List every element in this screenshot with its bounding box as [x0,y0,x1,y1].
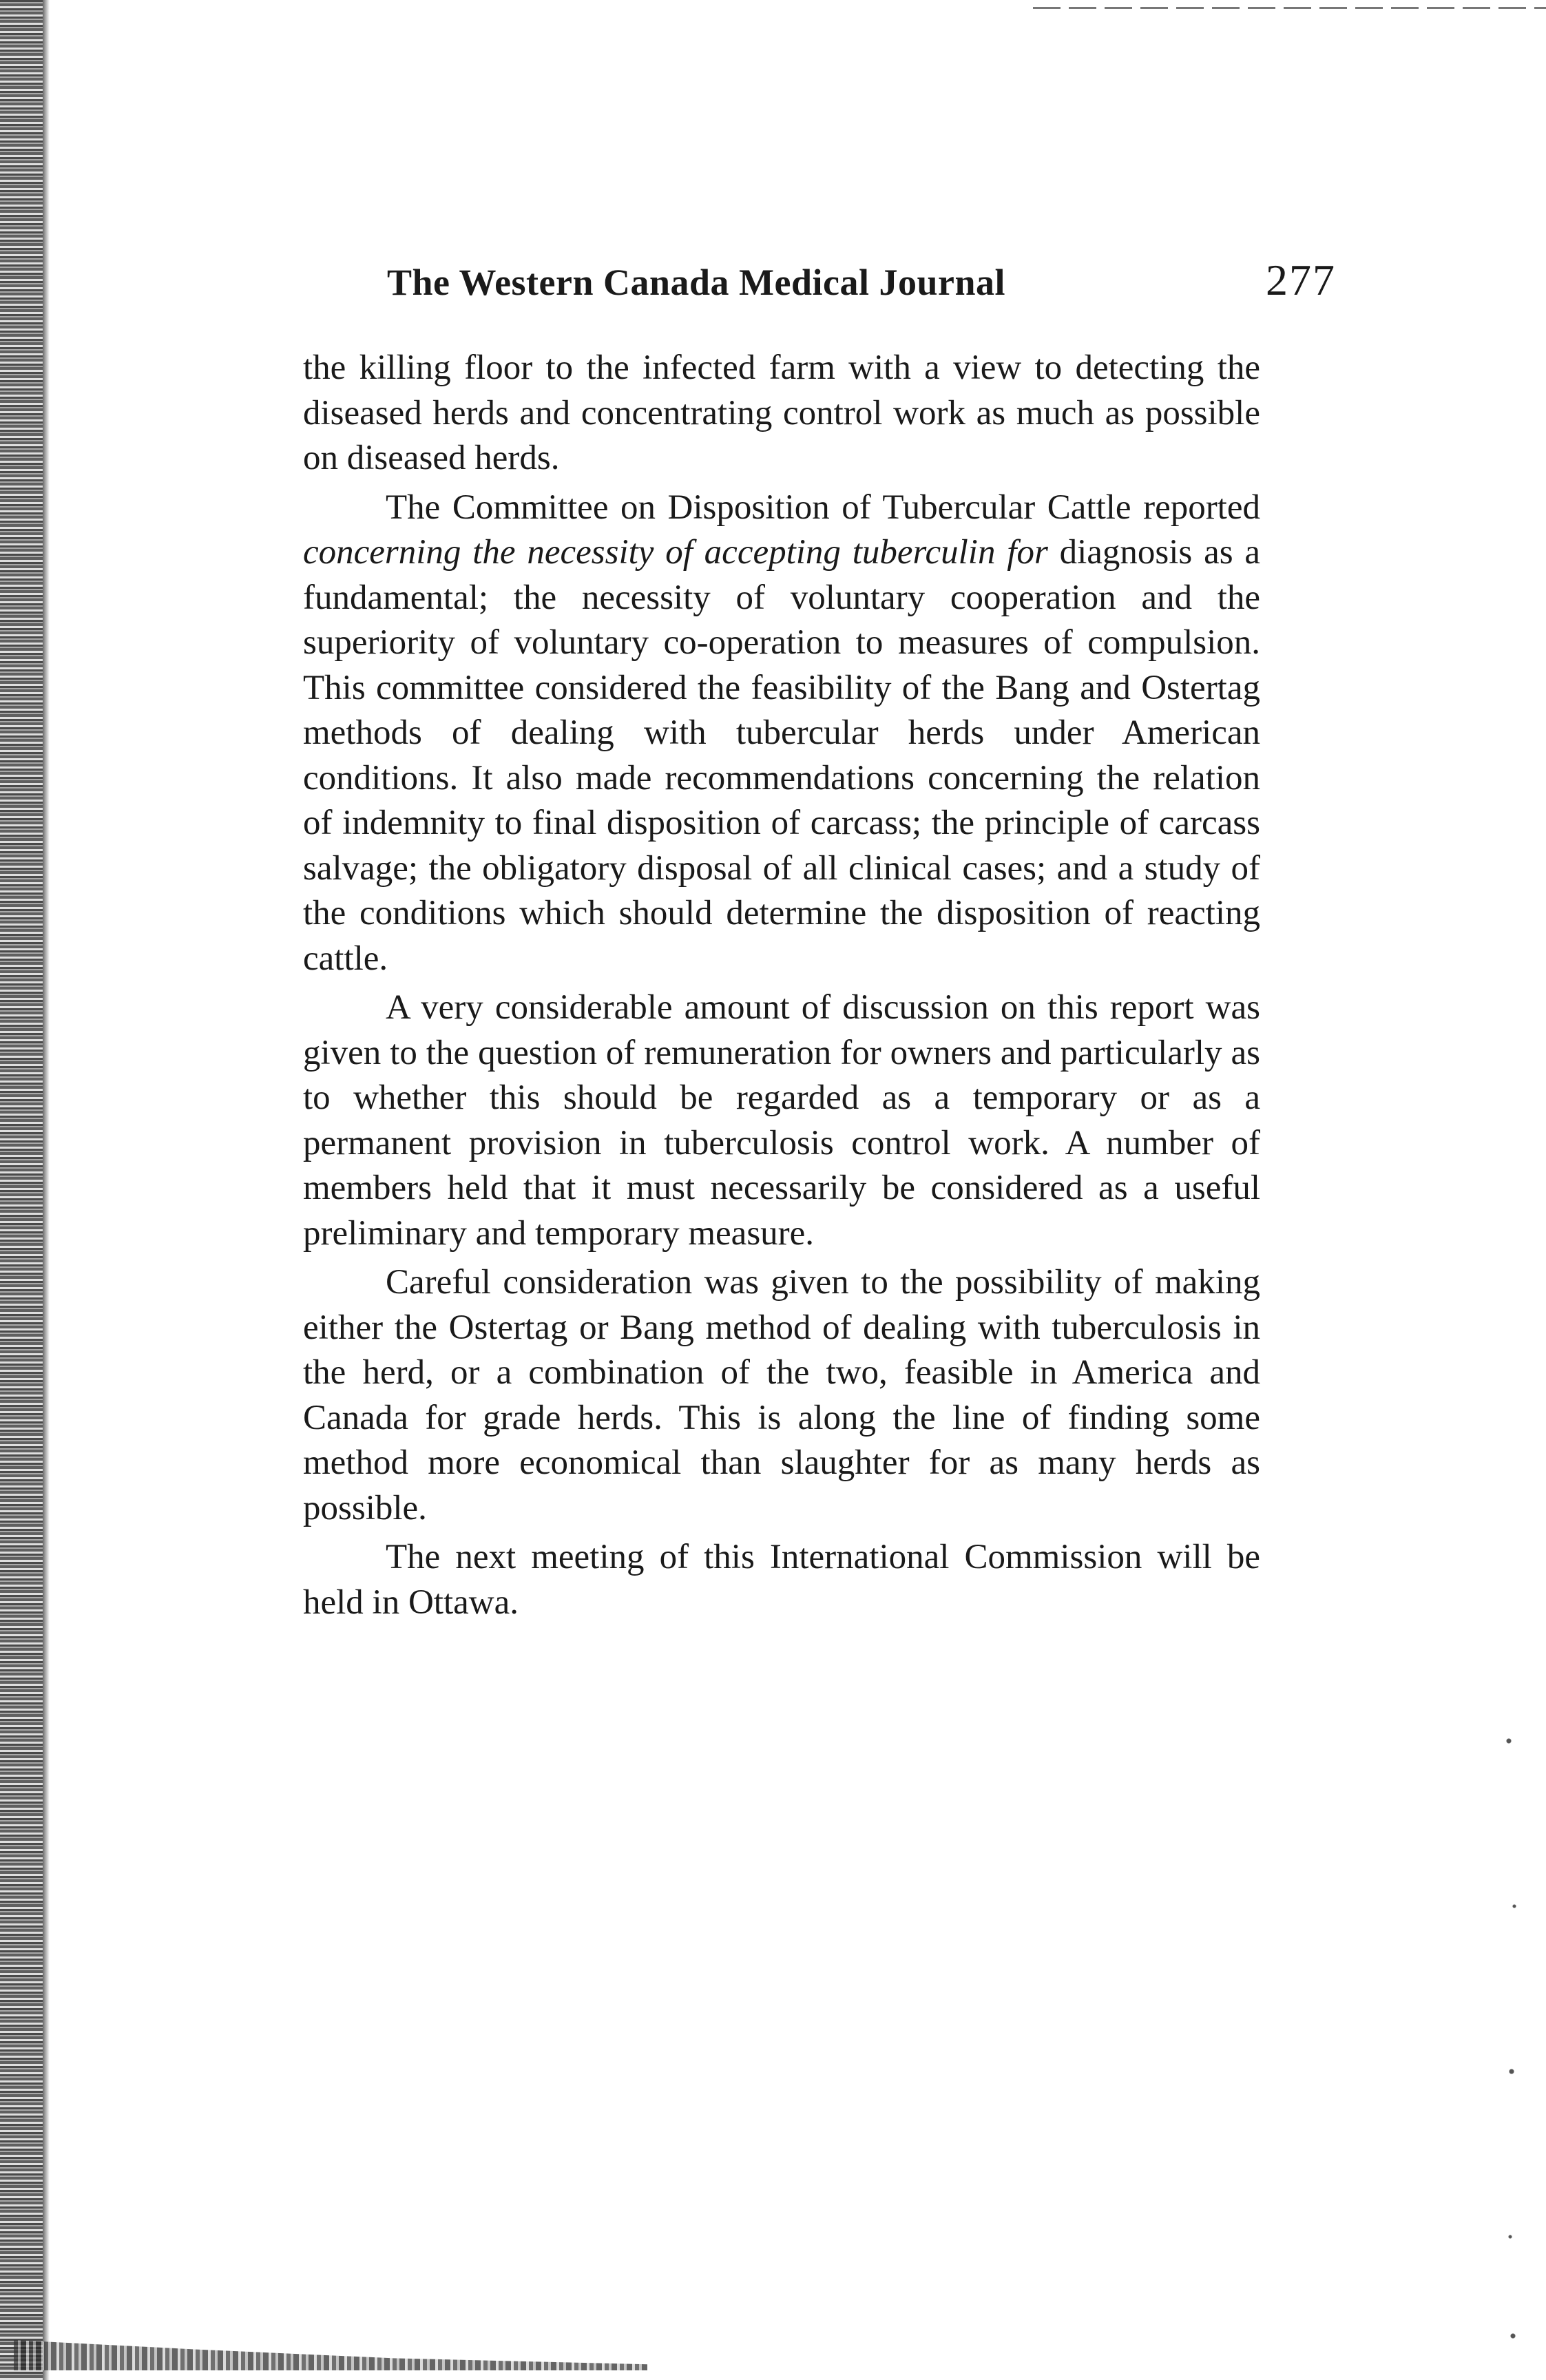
article-body [303,346,1260,1625]
scan-binding-edge [0,0,43,2380]
paragraph-remuneration: A very considerable amount of discussion on this report was given to the question of remuneration for owners and particularly as to whether this should be regarded as a temporary or as a permanent provision in tuberculosis control work. A number of members held that it must necessarily be considered as a useful preliminary and temporary measure. [303,988,1260,1253]
paragraph-ostertag-bang: Careful consideration was given to the possibility of making either the Ostertag or Bang method of dealing with tuberculosis in the herd, or a combination of the two, feasible in America and Canada for grade herds. This is along the line of finding some method more economical than slaughter for as many herds as possible. [303,1263,1260,1527]
scan-right-specks [1498,1708,1525,2369]
paragraph-committee-report [303,486,1260,982]
running-head [386,255,1336,331]
page-number: 277 [1266,255,1336,304]
paragraph-committee-report-lead: The Committee on Disposition of Tubercular Cattle reported [386,488,1260,527]
journal-title: The Western Canada Medical Journal [387,262,1006,303]
scan-bottom-smudge [14,2340,647,2370]
paragraph-next-meeting: The next meeting of this International Commission will be held in Ottawa. [303,1538,1260,1622]
paragraph-committee-report-rest: diagnosis as a fundamental; the necessity of voluntary cooperation and the superiority of voluntary co-operation to measures of compulsion. This committee considered the feasibility of the Bang and Ostertag methods of dealing with tubercular herds under American conditions. It also made recommendations concerning the relation of indemnity to final disposition of carcass; the principle of carcass salvage; the obligatory disposal of all clinical cases; and a study of the conditions which should determine the disposition of reacting cattle. [303,533,1260,978]
journal-page [303,255,1336,1629]
scan-binding-shadow [43,0,50,2380]
scan-top-rule [1033,7,1546,9]
paragraph-killing-floor: the killing floor to the infected farm with a view to detecting the diseased herds and concentrating control work as much as possible on diseased herds. [303,348,1260,477]
paragraph-committee-report-italic: concerning the necessity of accepting tuberculin for [303,533,1048,572]
